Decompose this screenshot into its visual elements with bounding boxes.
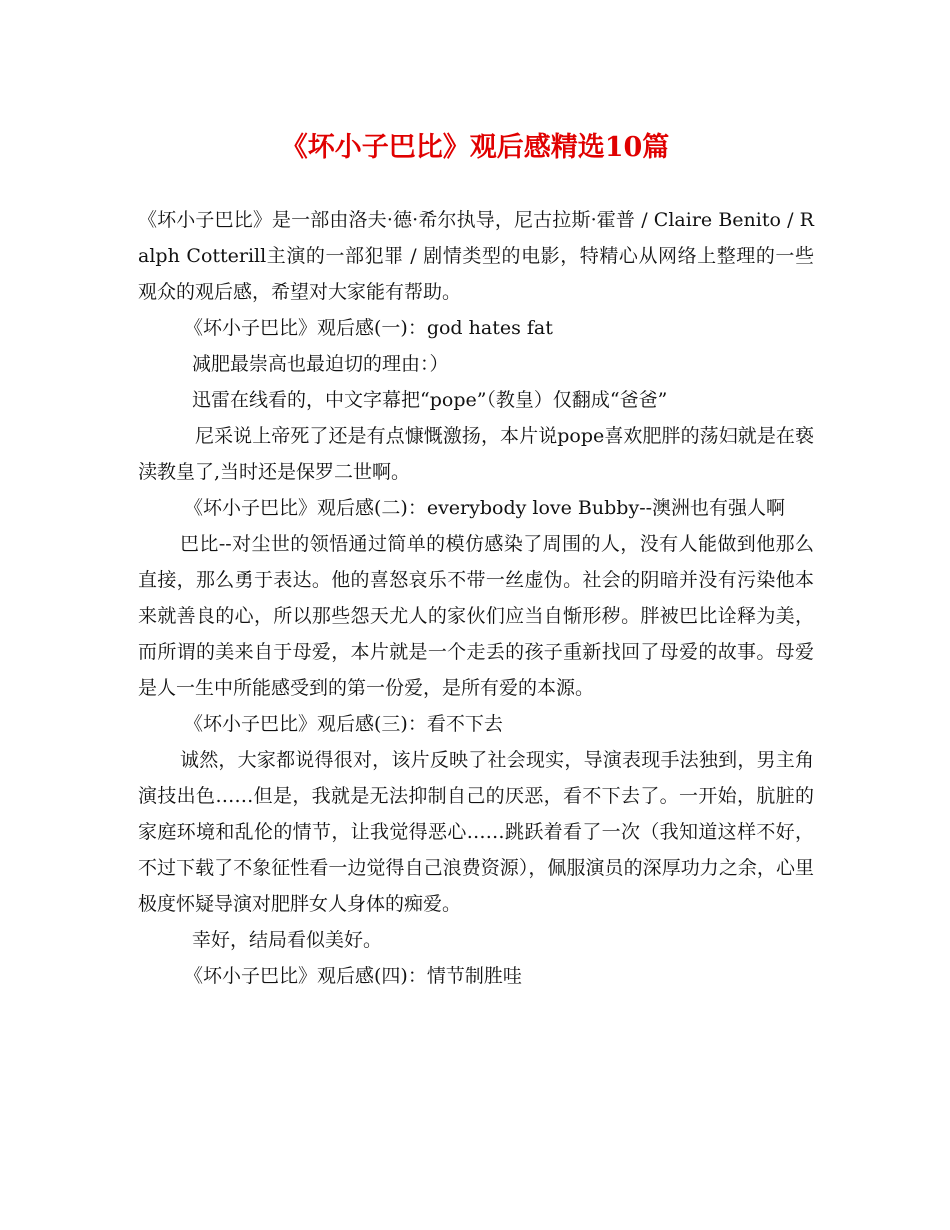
review-heading-1: 《坏小子巴比》观后感(一)：god hates fat bbox=[184, 317, 553, 339]
review-1-line-2: 迅雷在线看的，中文字幕把“pope”（教皇）仅翻成“爸爸” bbox=[192, 389, 668, 411]
review-3-ending: 幸好，结局看似美好。 bbox=[192, 929, 383, 951]
review-heading-2: 《坏小子巴比》观后感(二)：everybody love Bubby--澳洲也有强人啊 bbox=[184, 497, 786, 519]
review-1-line-3: 尼采说上帝死了还是有点慷慨激扬，本片说pope喜欢肥胖的荡妇就是在亵渎教皇了,当时还是保罗二世啊。 bbox=[138, 425, 814, 483]
review-2-body: 巴比--对尘世的领悟通过简单的模仿感染了周围的人，没有人能做到他那么直接，那么勇于表达。他的喜怒哀乐不带一丝虚伪。社会的阴暗并没有污染他本来就善良的心，所以那些怨天尤人的家伙们应当自惭形秽。胖被巴比诠释为美，而所谓的美来自于母爱，本片就是一个走丢的孩子重新找回了母爱的故事。母爱是人一生中所能感受到的第一份爱，是所有爱的本源。 bbox=[138, 533, 814, 699]
document-body bbox=[138, 202, 814, 994]
review-3-body: 诚然，大家都说得很对，该片反映了社会现实，导演表现手法独到，男主角演技出色……但是，我就是无法抑制自己的厌恶，看不下去了。一开始，肮脏的家庭环境和乱伦的情节，让我觉得恶心……跳跃着看了一次（我知道这样不好，不过下载了不象征性看一边觉得自己浪费资源），佩服演员的深厚功力之余，心里极度怀疑导演对肥胖女人身体的痴爱。 bbox=[138, 749, 814, 915]
review-heading-4: 《坏小子巴比》观后感(四)：情节制胜哇 bbox=[184, 965, 522, 987]
review-heading-3: 《坏小子巴比》观后感(三)：看不下去 bbox=[184, 713, 503, 735]
review-1-line-1: 减肥最崇高也最迫切的理由：） bbox=[192, 353, 449, 375]
page-title: 《坏小子巴比》观后感精选10篇 bbox=[280, 132, 670, 163]
intro-paragraph: 《坏小子巴比》是一部由洛夫·德·希尔执导，尼古拉斯·霍普 / Claire Benito / Ralph Cotterill主演的一部犯罪 / 剧情类型的电影，特精心从网络上整理的一些观众的观后感，希望对大家能有帮助。 bbox=[138, 209, 814, 303]
